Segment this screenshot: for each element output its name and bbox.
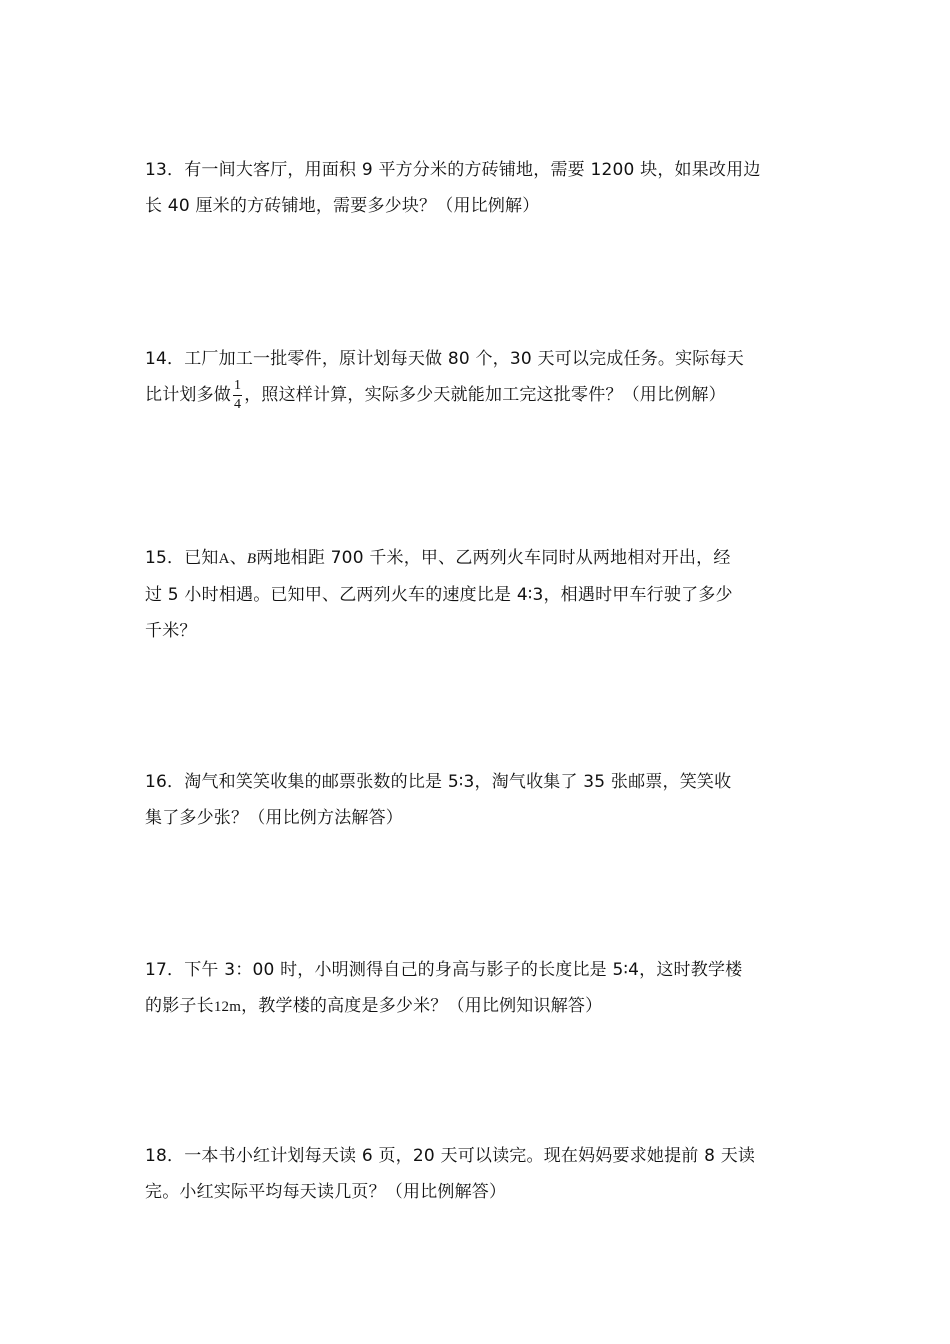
question-14-line-1: 14．工厂加工一批零件，原计划每天做 80 个，30 天可以完成任务。实际每天 xyxy=(145,349,744,369)
question-14-line-2 xyxy=(145,377,810,413)
question-14 xyxy=(145,341,810,413)
question-14-line-2-pre: 比计划多做 xyxy=(145,385,231,405)
question-17-line-2-post: ，教学楼的高度是多少米？（用比例知识解答） xyxy=(241,996,603,1016)
fraction-one-quarter xyxy=(233,379,242,412)
question-15-line-1 xyxy=(145,540,810,577)
point-a-label: A xyxy=(218,551,230,567)
question-15-line-3: 千米？ xyxy=(145,621,197,641)
shadow-length-value: 12m xyxy=(213,999,242,1015)
point-b-label: B xyxy=(246,551,257,567)
question-16-line-1: 16．淘气和笑笑收集的邮票张数的比是 5∶3，淘气收集了 35 张邮票，笑笑收 xyxy=(145,772,732,792)
question-14-line-2-post: ，照这样计算，实际多少天就能加工完这批零件？（用比例解） xyxy=(244,385,726,405)
question-13-line-2: 长 40 厘米的方砖铺地，需要多少块？（用比例解） xyxy=(145,196,540,216)
question-15-line-2: 过 5 小时相遇。已知甲、乙两列火车的速度比是 4∶3，相遇时甲车行驶了多少 xyxy=(145,585,733,605)
question-18-line-2: 完。小红实际平均每天读几页？（用比例解答） xyxy=(145,1182,507,1202)
question-16 xyxy=(145,764,810,836)
question-17-line-2-pre: 的影子长 xyxy=(145,996,214,1016)
question-15-line-1-post: 两地相距 700 千米，甲、乙两列火车同时从两地相对开出，经 xyxy=(256,548,731,568)
question-16-line-2: 集了多少张？（用比例方法解答） xyxy=(145,808,403,828)
question-13 xyxy=(145,152,810,224)
fraction-numerator: 1 xyxy=(233,379,242,396)
question-18-line-1: 18．一本书小红计划每天读 6 页，20 天可以读完。现在妈妈要求她提前 8 天读 xyxy=(145,1146,756,1166)
question-18 xyxy=(145,1138,810,1210)
point-separator: 、 xyxy=(229,548,247,568)
question-17-line-1: 17．下午 3：00 时，小明测得自己的身高与影子的长度比是 5∶4，这时教学楼 xyxy=(145,960,743,980)
question-17-line-2 xyxy=(145,988,810,1025)
question-15 xyxy=(145,540,810,649)
question-17 xyxy=(145,952,810,1025)
fraction-denominator: 4 xyxy=(234,396,242,412)
question-15-line-1-pre: 15．已知 xyxy=(145,548,219,568)
question-13-line-1: 13．有一间大客厅，用面积 9 平方分米的方砖铺地，需要 1200 块，如果改用边 xyxy=(145,160,761,180)
